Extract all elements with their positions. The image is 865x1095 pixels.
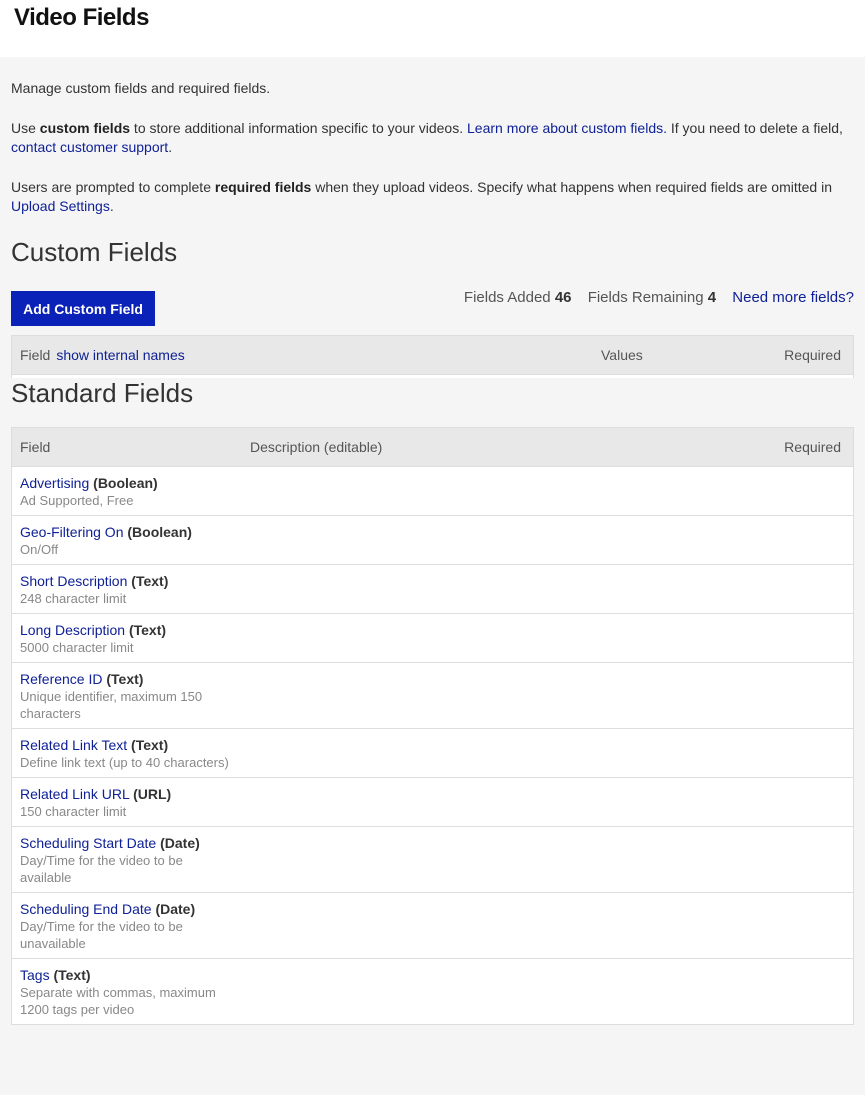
fields-added-count: 46 — [554, 289, 572, 306]
field-description: Separate with commas, maximum 1200 tags per video — [20, 985, 216, 1017]
col-field: Field — [20, 439, 51, 455]
field-name-link[interactable]: Advertising — [20, 475, 90, 491]
upload-settings-link[interactable]: Upload Settings — [11, 198, 110, 214]
field-type: (Date) — [155, 901, 196, 917]
table-row — [12, 663, 853, 729]
col-required: Required — [784, 347, 841, 363]
field-type: (Boolean) — [127, 524, 192, 540]
field-description: Day/Time for the video to be available — [20, 853, 183, 885]
table-row — [12, 893, 853, 959]
field-type: (Text) — [131, 573, 169, 589]
field-name-link[interactable]: Geo-Filtering On — [20, 524, 124, 540]
custom-fields-table — [11, 335, 854, 378]
field-description: Day/Time for the video to be unavailable — [20, 919, 183, 951]
show-internal-names-link[interactable]: show internal names — [56, 347, 185, 363]
field-type: (Text) — [106, 671, 144, 687]
field-description: Ad Supported, Free — [20, 493, 134, 508]
field-type: (Boolean) — [93, 475, 158, 491]
field-type: (Text) — [131, 737, 169, 753]
custom-fields-toolbar — [11, 288, 854, 335]
field-description: Unique identifier, maximum 150 characters — [20, 689, 203, 721]
custom-fields-info: Use custom fields to store additional information specific to your videos. Learn more about custom fields. If you need to delete a field, contact customer support. — [11, 120, 843, 155]
field-description: 150 character limit — [20, 804, 127, 819]
field-type: (Text) — [128, 622, 167, 638]
col-required: Required — [784, 439, 841, 455]
contact-support-link[interactable]: contact customer support — [11, 139, 169, 155]
standard-fields-header — [12, 428, 853, 467]
required-fields-info: Users are prompted to complete required fields when they upload videos. Specify what happens when required fields are omitted in Upload Settings. — [11, 179, 832, 214]
field-name-link[interactable]: Scheduling Start Date — [20, 835, 157, 851]
field-description: On/Off — [20, 542, 59, 557]
table-row — [12, 516, 853, 565]
field-name-link[interactable]: Long Description — [20, 622, 126, 638]
page-title: Video Fields — [14, 4, 149, 31]
table-row — [12, 729, 853, 778]
main-content — [0, 57, 865, 1025]
table-row — [12, 778, 853, 827]
standard-fields-heading: Standard Fields — [11, 378, 194, 408]
field-name-link[interactable]: Short Description — [20, 573, 128, 589]
intro-text: Manage custom fields and required fields. — [11, 80, 271, 96]
col-field: Field — [20, 347, 51, 363]
field-type: (URL) — [133, 786, 172, 802]
learn-more-custom-fields-link[interactable]: Learn more about custom fields. — [467, 120, 667, 136]
standard-fields-table — [11, 427, 854, 1025]
table-row — [12, 467, 853, 516]
table-row — [12, 959, 853, 1024]
field-type: (Text) — [53, 967, 91, 983]
field-stats — [464, 289, 854, 306]
field-name-link[interactable]: Related Link Text — [20, 737, 128, 753]
table-row — [12, 565, 853, 614]
add-custom-field-button[interactable]: Add Custom Field — [11, 291, 155, 326]
field-name-link[interactable]: Scheduling End Date — [20, 901, 152, 917]
col-description: Description (editable) — [250, 439, 383, 455]
field-description: Define link text (up to 40 characters) — [20, 755, 229, 770]
top-bar — [0, 0, 865, 57]
table-row — [12, 827, 853, 893]
field-description: 5000 character limit — [20, 640, 134, 655]
fields-added-label: Fields Added — [463, 289, 551, 306]
field-name-link[interactable]: Reference ID — [20, 671, 103, 687]
field-type: (Date) — [160, 835, 200, 851]
custom-fields-heading: Custom Fields — [11, 237, 178, 267]
field-description: 248 character limit — [20, 591, 127, 606]
fields-remaining-count: 4 — [707, 289, 717, 306]
field-name-link[interactable]: Tags — [20, 967, 50, 983]
need-more-fields-link[interactable]: Need more fields? — [732, 289, 854, 306]
custom-fields-header — [12, 336, 853, 375]
table-row — [12, 614, 853, 663]
fields-remaining-label: Fields Remaining — [587, 289, 704, 306]
col-values: Values — [601, 347, 643, 363]
field-name-link[interactable]: Related Link URL — [20, 786, 130, 802]
